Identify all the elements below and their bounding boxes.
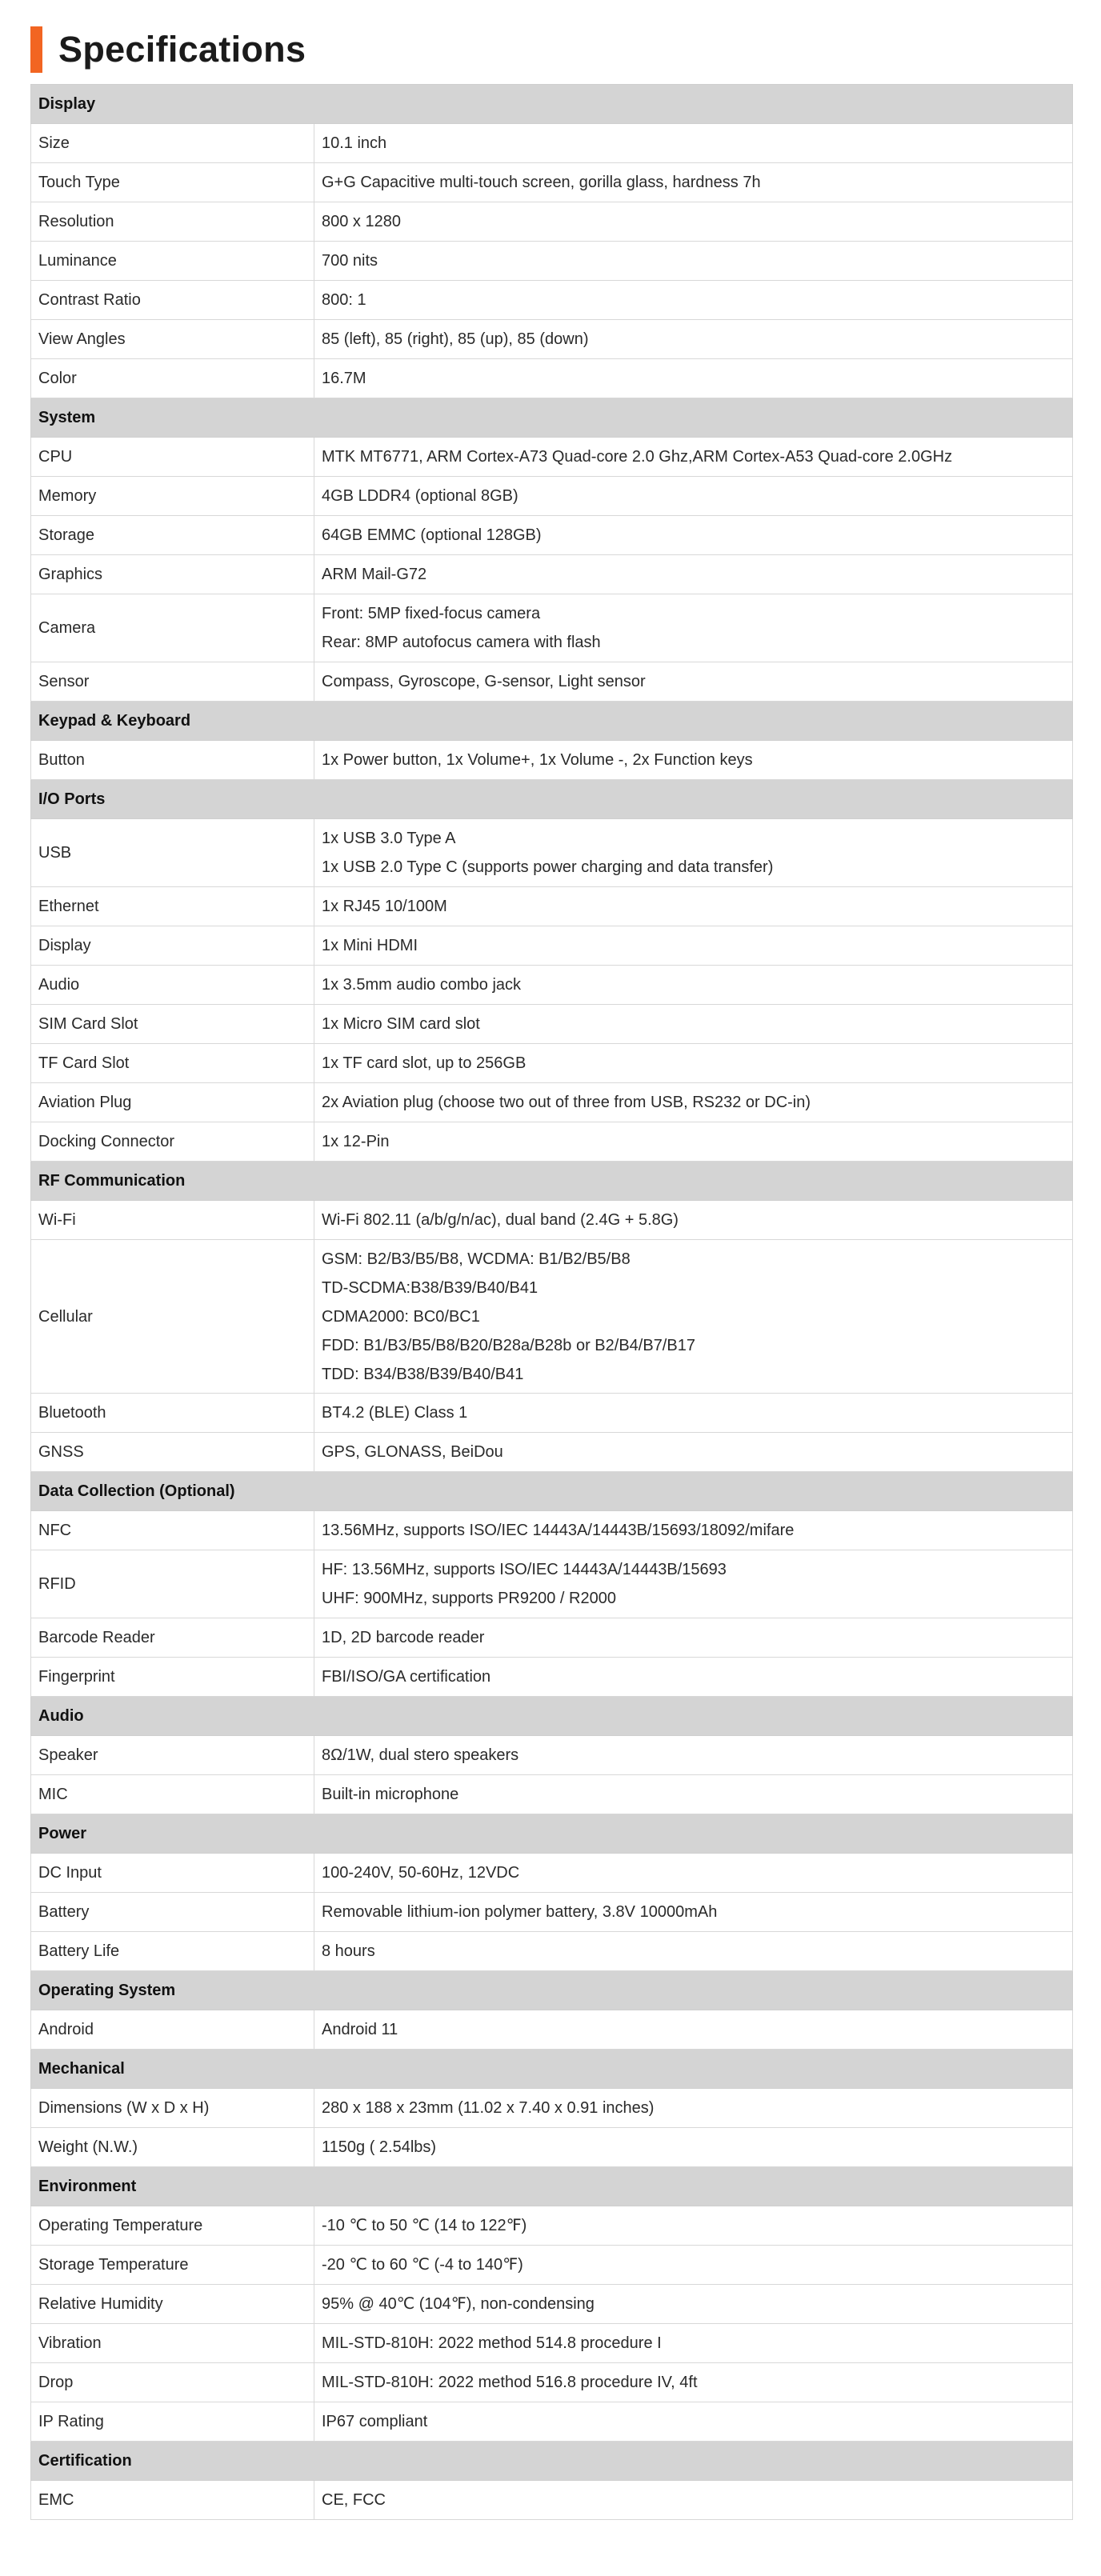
spec-value [314,2324,1073,2363]
spec-row [31,926,1073,966]
spec-row [31,2363,1073,2402]
spec-value-line: 2x Aviation plug (choose two out of three from USB, RS232 or DC-in) [322,1094,811,1111]
spec-label: Touch Type [31,163,314,202]
spec-value [314,359,1073,398]
spec-value-line: 1x 12-Pin [322,1133,390,1150]
spec-value [314,320,1073,359]
spec-value-line: GPS, GLONASS, BeiDou [322,1443,503,1461]
spec-value [314,281,1073,320]
spec-value-line: 13.56MHz, supports ISO/IEC 14443A/14443B/15693/18092/mifare [322,1522,795,1539]
spec-row [31,1511,1073,1550]
spec-value [314,1240,1073,1394]
spec-value-line: 10.1 inch [322,134,387,152]
spec-value-line: Android 11 [322,2021,398,2038]
spec-row [31,163,1073,202]
spec-value-line: MTK MT6771, ARM Cortex-A73 Quad-core 2.0 Ghz,ARM Cortex-A53 Quad-core 2.0GHz [322,448,953,466]
section-header-row [31,780,1073,819]
section-header-row [31,2050,1073,2089]
spec-value-line: 1x Mini HDMI [322,937,418,954]
spec-label: Audio [31,966,314,1005]
spec-value-line: 700 nits [322,252,378,270]
spec-row [31,281,1073,320]
spec-label: Speaker [31,1736,314,1775]
section-header: Audio [31,1697,1073,1736]
spec-value-line: TDD: B34/B38/B39/B40/B41 [322,1365,524,1383]
spec-row [31,2246,1073,2285]
spec-value-line: 800 x 1280 [322,213,401,230]
spec-label: Resolution [31,202,314,242]
spec-row [31,1201,1073,1240]
spec-value-line: Built-in microphone [322,1786,459,1803]
section-header-row [31,85,1073,124]
spec-value-line: Compass, Gyroscope, G-sensor, Light sensor [322,673,646,690]
spec-value-line: Removable lithium-ion polymer battery, 3.8V 10000mAh [322,1903,718,1921]
spec-value [314,555,1073,594]
spec-value-line: ARM Mail-G72 [322,566,427,583]
spec-value [314,163,1073,202]
spec-label: View Angles [31,320,314,359]
spec-value [314,1775,1073,1814]
section-header: System [31,398,1073,438]
spec-value-line: 64GB EMMC (optional 128GB) [322,526,542,544]
spec-row [31,966,1073,1005]
spec-value [314,1854,1073,1893]
spec-row [31,516,1073,555]
spec-label: Wi-Fi [31,1201,314,1240]
spec-value-line: 1x USB 3.0 Type A [322,830,456,847]
spec-label: Fingerprint [31,1658,314,1697]
spec-label: Relative Humidity [31,2285,314,2324]
section-header: Display [31,85,1073,124]
spec-row [31,2010,1073,2050]
section-header: RF Communication [31,1162,1073,1201]
section-header: Keypad & Keyboard [31,702,1073,741]
spec-value [314,1550,1073,1618]
section-header-row [31,1697,1073,1736]
spec-value-line: 1150g ( 2.54lbs) [322,2138,437,2156]
spec-value [314,1201,1073,1240]
spec-label: Camera [31,594,314,662]
spec-value [314,438,1073,477]
spec-row [31,1240,1073,1394]
spec-value-line: HF: 13.56MHz, supports ISO/IEC 14443A/14443B/15693 [322,1561,727,1578]
section-header-row [31,702,1073,741]
spec-value [314,2010,1073,2050]
spec-value-line: 100-240V, 50-60Hz, 12VDC [322,1864,520,1882]
spec-row [31,2285,1073,2324]
spec-value-line: CE, FCC [322,2491,386,2509]
section-header-row [31,2167,1073,2206]
spec-value [314,594,1073,662]
spec-value-line: UHF: 900MHz, supports PR9200 / R2000 [322,1590,616,1607]
section-header: Operating System [31,1971,1073,2010]
spec-value [314,819,1073,887]
spec-label: Barcode Reader [31,1618,314,1658]
spec-label: USB [31,819,314,887]
spec-value [314,516,1073,555]
spec-label: Luminance [31,242,314,281]
spec-row [31,1932,1073,1971]
spec-row [31,477,1073,516]
spec-label: Drop [31,2363,314,2402]
spec-row [31,819,1073,887]
title-accent-bar [30,26,42,73]
spec-value-line: -20 ℃ to 60 ℃ (-4 to 140℉) [322,2256,523,2274]
spec-label: Dimensions (W x D x H) [31,2089,314,2128]
spec-row [31,1736,1073,1775]
spec-value-line: 1x RJ45 10/100M [322,898,447,915]
section-header-row [31,1814,1073,1854]
spec-value-line: Front: 5MP fixed-focus camera [322,605,541,622]
spec-value [314,2089,1073,2128]
spec-value [314,124,1073,163]
page-title: Specifications [58,29,306,70]
spec-label: Storage Temperature [31,2246,314,2285]
spec-label: Display [31,926,314,966]
spec-value [314,741,1073,780]
spec-value-line: 1x Power button, 1x Volume+, 1x Volume -, 2x Function keys [322,751,753,769]
spec-label: Ethernet [31,887,314,926]
spec-row [31,359,1073,398]
spec-value-line: Wi-Fi 802.11 (a/b/g/n/ac), dual band (2.4G + 5.8G) [322,1211,679,1229]
spec-label: Storage [31,516,314,555]
spec-value [314,2128,1073,2167]
spec-value-line: 800: 1 [322,291,366,309]
spec-row [31,1893,1073,1932]
spec-value-line: 1x 3.5mm audio combo jack [322,976,522,994]
spec-value [314,1433,1073,1472]
spec-value-line: TD-SCDMA:B38/B39/B40/B41 [322,1278,538,1297]
spec-label: Button [31,741,314,780]
spec-row [31,202,1073,242]
section-header-row [31,2442,1073,2481]
spec-label: Aviation Plug [31,1083,314,1122]
spec-row [31,1122,1073,1162]
spec-value-line: 1D, 2D barcode reader [322,1629,485,1646]
spec-value-line: FBI/ISO/GA certification [322,1668,491,1686]
spec-label: CPU [31,438,314,477]
spec-value [314,1736,1073,1775]
spec-label: DC Input [31,1854,314,1893]
spec-value-line: 4GB LDDR4 (optional 8GB) [322,487,518,505]
spec-value [314,1932,1073,1971]
section-header: Power [31,1814,1073,1854]
spec-row [31,594,1073,662]
spec-row [31,887,1073,926]
spec-row [31,1044,1073,1083]
spec-row [31,438,1073,477]
spec-value [314,662,1073,702]
spec-row [31,2481,1073,2520]
section-header: Mechanical [31,2050,1073,2089]
title-bar [30,0,1072,82]
spec-value [314,2246,1073,2285]
spec-value [314,2402,1073,2442]
spec-value [314,2481,1073,2520]
spec-value [314,1044,1073,1083]
spec-value [314,2206,1073,2246]
spec-row [31,662,1073,702]
spec-label: Battery [31,1893,314,1932]
spec-label: EMC [31,2481,314,2520]
spec-value [314,2363,1073,2402]
spec-label: Sensor [31,662,314,702]
spec-value [314,242,1073,281]
spec-label: Contrast Ratio [31,281,314,320]
spec-row [31,1005,1073,1044]
spec-value-line: G+G Capacitive multi-touch screen, gorilla glass, hardness 7h [322,174,761,191]
section-header: Data Collection (Optional) [31,1472,1073,1511]
spec-value [314,1658,1073,1697]
section-header-row [31,398,1073,438]
section-header-row [31,1472,1073,1511]
spec-label: Cellular [31,1240,314,1394]
spec-value [314,202,1073,242]
spec-value [314,2285,1073,2324]
spec-row [31,2206,1073,2246]
spec-value [314,1394,1073,1433]
spec-value-line: 280 x 188 x 23mm (11.02 x 7.40 x 0.91 inches) [322,2099,655,2117]
spec-row [31,2402,1073,2442]
spec-value-line: 16.7M [322,370,366,387]
spec-value [314,1618,1073,1658]
spec-row [31,242,1073,281]
spec-label: Bluetooth [31,1394,314,1433]
spec-label: MIC [31,1775,314,1814]
spec-label: Size [31,124,314,163]
spec-value-line: CDMA2000: BC0/BC1 [322,1307,480,1326]
spec-label: Weight (N.W.) [31,2128,314,2167]
spec-row [31,124,1073,163]
section-header-row [31,1162,1073,1201]
spec-label: Battery Life [31,1932,314,1971]
section-header: Environment [31,2167,1073,2206]
spec-value-line: BT4.2 (BLE) Class 1 [322,1404,468,1422]
spec-label: TF Card Slot [31,1044,314,1083]
section-header: I/O Ports [31,780,1073,819]
spec-row [31,2089,1073,2128]
spec-value [314,926,1073,966]
spec-label: RFID [31,1550,314,1618]
spec-value [314,1122,1073,1162]
spec-value-line: -10 ℃ to 50 ℃ (14 to 122℉) [322,2217,527,2234]
spec-value-line: 85 (left), 85 (right), 85 (up), 85 (down) [322,330,589,348]
section-header: Certification [31,2442,1073,2481]
spec-row [31,1854,1073,1893]
spec-label: Vibration [31,2324,314,2363]
spec-row [31,1618,1073,1658]
spec-label: GNSS [31,1433,314,1472]
spec-row [31,741,1073,780]
spec-value-line: 8Ω/1W, dual stero speakers [322,1746,519,1764]
spec-value-line: 1x USB 2.0 Type C (supports power charging and data transfer) [322,858,774,876]
spec-row [31,1433,1073,1472]
spec-row [31,1394,1073,1433]
spec-row [31,1775,1073,1814]
spec-value [314,887,1073,926]
spec-label: Android [31,2010,314,2050]
spec-value-line: GSM: B2/B3/B5/B8, WCDMA: B1/B2/B5/B8 [322,1250,631,1268]
spec-value [314,477,1073,516]
spec-row [31,2128,1073,2167]
spec-label: Docking Connector [31,1122,314,1162]
specifications-table-body [31,85,1073,2520]
spec-label: Graphics [31,555,314,594]
spec-value-line: 95% @ 40℃ (104℉), non-condensing [322,2295,595,2313]
spec-value [314,1083,1073,1122]
spec-row [31,1658,1073,1697]
spec-label: Operating Temperature [31,2206,314,2246]
spec-label: IP Rating [31,2402,314,2442]
spec-value-line: 8 hours [322,1942,375,1960]
spec-row [31,1550,1073,1618]
spec-row [31,1083,1073,1122]
spec-label: NFC [31,1511,314,1550]
specifications-table [30,84,1073,2520]
spec-value-line: MIL-STD-810H: 2022 method 514.8 procedure I [322,2334,662,2352]
spec-value-line: Rear: 8MP autofocus camera with flash [322,634,601,651]
spec-label: Memory [31,477,314,516]
spec-value [314,1005,1073,1044]
spec-label: Color [31,359,314,398]
spec-value-line: FDD: B1/B3/B5/B8/B20/B28a/B28b or B2/B4/B7/B17 [322,1336,695,1354]
spec-label: SIM Card Slot [31,1005,314,1044]
spec-value [314,966,1073,1005]
spec-value [314,1511,1073,1550]
spec-value-line: 1x Micro SIM card slot [322,1015,480,1033]
spec-row [31,555,1073,594]
spec-value-line: IP67 compliant [322,2413,428,2430]
spec-value-line: 1x TF card slot, up to 256GB [322,1054,526,1072]
spec-value [314,1893,1073,1932]
section-header-row [31,1971,1073,2010]
spec-row [31,2324,1073,2363]
spec-value-line: MIL-STD-810H: 2022 method 516.8 procedure IV, 4ft [322,2374,698,2391]
spec-row [31,320,1073,359]
